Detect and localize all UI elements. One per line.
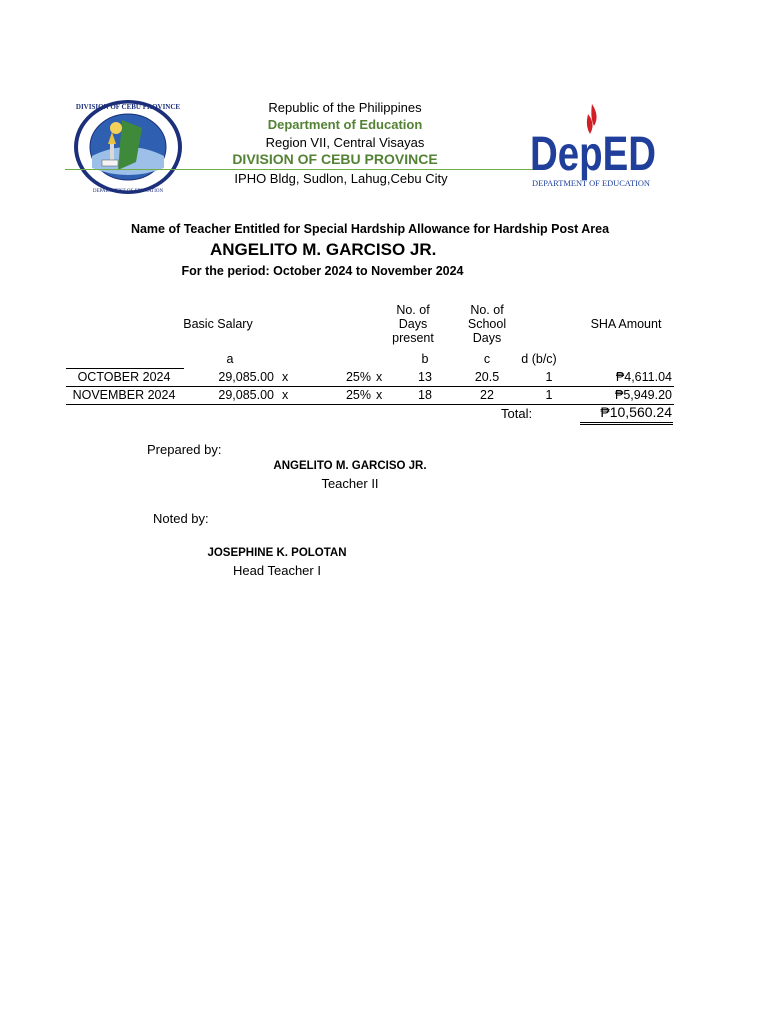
total-label: Total: xyxy=(501,406,533,421)
seal-top-text: DIVISION OF CEBU PROVINCE xyxy=(75,103,181,111)
row-times: x xyxy=(376,370,383,384)
row-amount: ₱4,611.04 xyxy=(615,370,672,384)
republic-text: Republic of the Philippines xyxy=(268,100,422,115)
prepared-by-title: Teacher II xyxy=(321,476,379,491)
header-sha-amount: SHA Amount xyxy=(590,317,662,331)
row-percent: 25% xyxy=(345,370,371,384)
division-seal-logo xyxy=(72,98,184,196)
row-days-present: 13 xyxy=(418,370,432,384)
total-value: ₱10,560.24 xyxy=(600,404,672,420)
row-ratio: 1 xyxy=(545,388,553,402)
sublabel-d: d (b/c) xyxy=(521,352,557,366)
noted-by-name: JOSEPHINE K. POLOTAN xyxy=(207,547,347,559)
division-text: DIVISION OF CEBU PROVINCE xyxy=(232,151,438,167)
header-school-days: No. of School Days xyxy=(467,303,507,345)
table-row xyxy=(66,387,674,405)
sublabel-b: b xyxy=(421,352,429,366)
row-month: OCTOBER 2024 xyxy=(77,370,171,384)
row-salary: 29,085.00 xyxy=(218,370,274,384)
period-text: For the period: October 2024 to November 2024 xyxy=(181,264,464,278)
deped-logo-text: DepED xyxy=(530,128,656,181)
seal-bottom-text: DEPARTMENT OF EDUCATION xyxy=(92,189,164,194)
table-row xyxy=(66,369,674,387)
row-times: x xyxy=(282,370,289,384)
document-heading: Name of Teacher Entitled for Special Hardship Allowance for Hardship Post Area xyxy=(130,222,610,236)
header-days-present: No. of Days present xyxy=(392,303,434,345)
row-ratio: 1 xyxy=(545,370,553,384)
row-amount: ₱5,949.20 xyxy=(615,388,672,402)
teacher-name: ANGELITO M. GARCISO JR. xyxy=(210,240,437,259)
region-text: Region VII, Central Visayas xyxy=(265,135,425,150)
address-text: IPHO Bldg, Sudlon, Lahug,Cebu City xyxy=(234,171,448,186)
total-underline xyxy=(580,424,673,425)
row-days-present: 18 xyxy=(418,388,432,402)
row-times: x xyxy=(282,388,289,402)
row-school-days: 22 xyxy=(480,388,494,402)
deped-logo xyxy=(530,100,660,192)
row-times: x xyxy=(376,388,383,402)
sublabel-c: c xyxy=(483,352,491,366)
department-text: Department of Education xyxy=(267,117,423,132)
prepared-by-label: Prepared by: xyxy=(147,442,222,457)
deped-logo-subtext: DEPARTMENT OF EDUCATION xyxy=(532,179,651,188)
prepared-by-name: ANGELITO M. GARCISO JR. xyxy=(273,460,427,472)
row-percent: 25% xyxy=(345,388,371,402)
noted-by-title: Head Teacher I xyxy=(233,563,321,578)
sublabel-a: a xyxy=(226,352,234,366)
header-basic-salary: Basic Salary xyxy=(183,317,253,331)
row-month: NOVEMBER 2024 xyxy=(72,388,176,402)
row-salary: 29,085.00 xyxy=(218,388,274,402)
total-underline xyxy=(580,422,673,423)
letterhead-rule xyxy=(65,169,535,170)
noted-by-label: Noted by: xyxy=(153,511,209,526)
row-school-days: 20.5 xyxy=(474,370,500,384)
